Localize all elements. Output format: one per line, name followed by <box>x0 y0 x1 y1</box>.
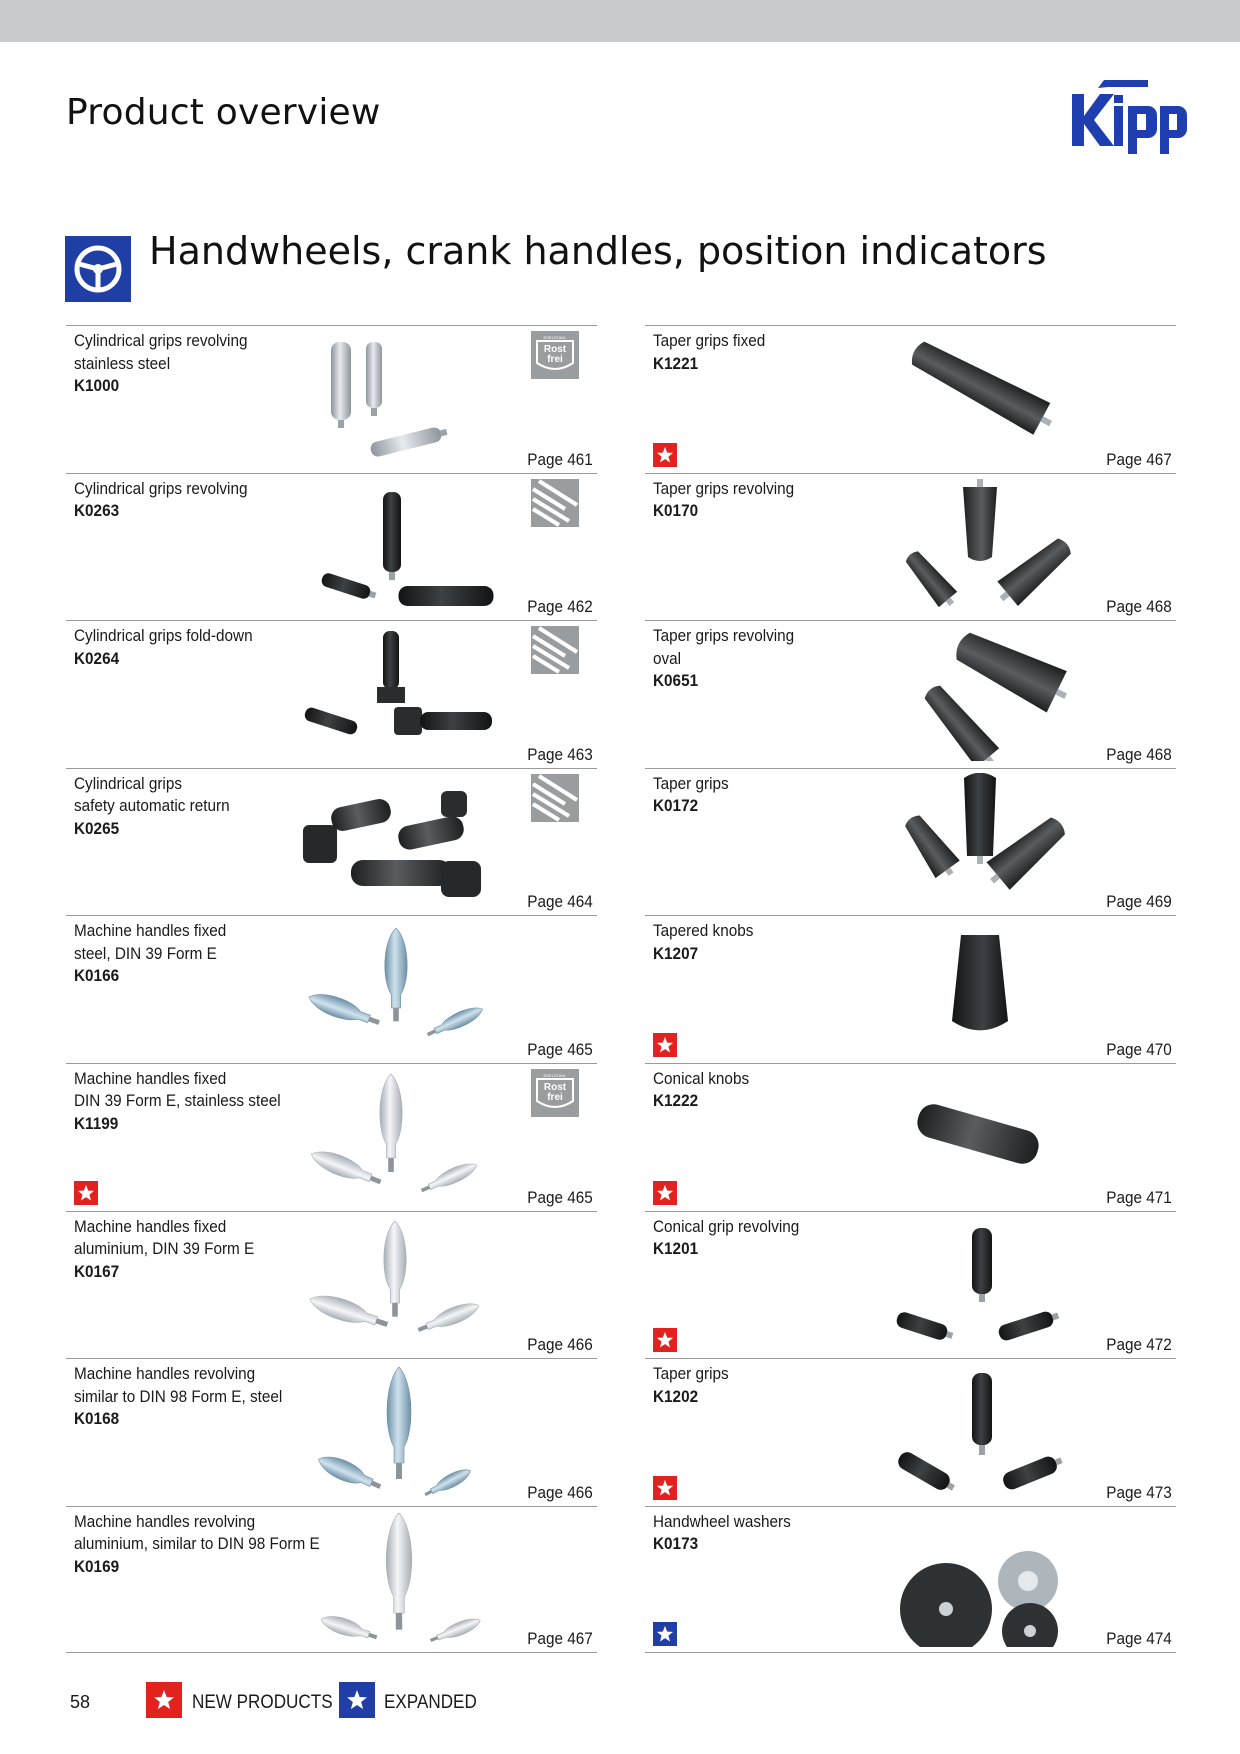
product-name-line: Conical grip revolving <box>653 1216 800 1236</box>
product-description <box>74 1511 320 1579</box>
new-product-star-icon <box>653 443 677 467</box>
product-name-line: Machine handles fixed <box>74 1216 227 1236</box>
page-reference-link[interactable]: Page 463 <box>527 744 593 764</box>
product-item-k0651[interactable] <box>645 620 1176 768</box>
product-code: K0263 <box>74 501 120 521</box>
page-reference-link[interactable]: Page 464 <box>527 892 593 912</box>
product-code: K0168 <box>74 1409 120 1429</box>
product-item-k1000[interactable] <box>66 325 597 473</box>
product-image-conical-grip <box>860 1216 1100 1352</box>
product-image-taper-fixed <box>860 330 1100 466</box>
product-item-k0265[interactable] <box>66 768 597 916</box>
expanded-star-icon <box>339 1682 375 1718</box>
page-reference-link[interactable]: Page 472 <box>1106 1335 1172 1355</box>
product-description <box>74 330 317 398</box>
product-code: K1222 <box>653 1091 699 1111</box>
left-product-column <box>66 325 597 1653</box>
product-name-line: oval <box>653 648 682 668</box>
footer <box>70 1680 670 1720</box>
product-code: K0265 <box>74 818 120 838</box>
page-reference-link[interactable]: Page 467 <box>527 1629 593 1649</box>
expanded-star-icon <box>653 1622 677 1646</box>
product-name-line: Machine handles fixed <box>74 1068 227 1088</box>
product-description <box>74 773 317 841</box>
page-title: Product overview <box>66 92 381 133</box>
product-name-line: DIN 39 Form E, stainless steel <box>74 1091 281 1111</box>
product-item-k1221[interactable] <box>645 325 1176 473</box>
product-name-line: Cylindrical grips <box>74 773 182 793</box>
product-image-tapered-knob <box>860 920 1100 1056</box>
product-name-line: Conical knobs <box>653 1068 750 1088</box>
product-description <box>74 1068 317 1136</box>
product-name-line: aluminium, DIN 39 Form E <box>74 1239 255 1259</box>
product-code: K1207 <box>653 943 699 963</box>
product-image-mh-alu <box>291 1216 501 1352</box>
steering-wheel-icon <box>73 244 123 294</box>
page-reference-link[interactable]: Page 471 <box>1106 1187 1172 1207</box>
svg-text:EDELSTAHL: EDELSTAHL <box>543 335 567 340</box>
page-reference-link[interactable]: Page 462 <box>527 597 593 617</box>
new-product-star-icon <box>653 1181 677 1205</box>
product-description <box>74 1216 317 1284</box>
product-image-mh-rev-alu <box>291 1511 501 1647</box>
product-name-line: Machine handles revolving <box>74 1511 256 1531</box>
product-code: K1202 <box>653 1386 699 1406</box>
product-name-line: Cylindrical grips fold-down <box>74 626 253 646</box>
product-description <box>74 1363 317 1431</box>
product-code: K1199 <box>74 1113 119 1133</box>
page-reference-link[interactable]: Page 468 <box>1106 597 1172 617</box>
svg-text:frei: frei <box>547 1091 563 1103</box>
material-stripes-icon <box>531 479 579 527</box>
product-name-line: similar to DIN 98 Form E, steel <box>74 1386 283 1406</box>
product-name-line: aluminium, similar to DIN 98 Form E <box>74 1534 320 1554</box>
product-item-k0263[interactable] <box>66 473 597 621</box>
product-image-cyl-black <box>291 478 501 614</box>
material-stripes-icon <box>531 626 579 674</box>
product-item-k1222[interactable] <box>645 1063 1176 1211</box>
svg-text:Rost: Rost <box>543 344 567 355</box>
product-image-mh-rev-steel <box>291 1363 501 1499</box>
product-image-cyl-fold <box>291 625 501 761</box>
product-code: K0166 <box>74 966 120 986</box>
kipp-logo <box>1070 72 1188 164</box>
page-reference-link[interactable]: Page 473 <box>1106 1482 1172 1502</box>
product-description <box>74 478 317 523</box>
product-name-line: stainless steel <box>74 353 171 373</box>
page-reference-link[interactable]: Page 470 <box>1106 1039 1172 1059</box>
page-reference-link[interactable]: Page 469 <box>1106 892 1172 912</box>
product-item-k0168[interactable] <box>66 1358 597 1506</box>
product-item-k0172[interactable] <box>645 768 1176 916</box>
product-code: K0651 <box>653 671 699 691</box>
svg-text:EDELSTAHL: EDELSTAHL <box>543 1072 567 1078</box>
product-code: K0264 <box>74 648 120 668</box>
product-code: K0173 <box>653 1534 699 1554</box>
product-name-line: Machine handles fixed <box>74 921 227 941</box>
product-name-line: Cylindrical grips revolving <box>74 331 248 350</box>
product-item-k0169[interactable] <box>66 1506 597 1654</box>
product-code: K0170 <box>653 501 699 521</box>
product-code: K1221 <box>653 353 699 373</box>
product-image-conical-knob <box>860 1068 1100 1204</box>
product-item-k0170[interactable] <box>645 473 1176 621</box>
product-image-taper-oval <box>860 625 1100 761</box>
svg-text:Rost: Rost <box>543 1081 567 1093</box>
product-image-cyl-safety <box>291 773 501 909</box>
page-number: 58 <box>70 1692 91 1712</box>
product-image-taper-k1202 <box>860 1363 1100 1499</box>
product-image-mh-steel <box>291 920 501 1056</box>
product-item-k1199[interactable] <box>66 1063 597 1211</box>
product-item-k0264[interactable] <box>66 620 597 768</box>
product-name-line: Cylindrical grips revolving <box>74 478 248 498</box>
page-reference-link[interactable]: Page 474 <box>1106 1629 1172 1649</box>
page-reference-link[interactable]: Page 467 <box>1106 449 1172 469</box>
product-name-line: safety automatic return <box>74 796 230 816</box>
rostfrei-stainless-icon <box>531 1069 579 1117</box>
product-image-washers <box>860 1511 1100 1647</box>
product-name-line: Taper grips fixed <box>653 331 766 350</box>
product-image-taper-3 <box>860 773 1100 909</box>
product-item-k1201[interactable] <box>645 1211 1176 1359</box>
new-products-star-icon <box>146 1682 182 1718</box>
section-title: Handwheels, crank handles, position indicators <box>149 229 1047 273</box>
product-item-k0167[interactable] <box>66 1211 597 1359</box>
product-image-taper-rev <box>860 478 1100 614</box>
rostfrei-stainless-icon <box>531 331 579 379</box>
top-bar <box>0 0 1240 42</box>
svg-text:frei: frei <box>547 354 563 365</box>
product-name-line: Tapered knobs <box>653 921 754 941</box>
product-code: K1000 <box>74 376 120 395</box>
product-item-k1202[interactable] <box>645 1358 1176 1506</box>
expanded-label: EXPANDED <box>384 1692 477 1713</box>
product-name-line: Taper grips revolving <box>653 478 795 498</box>
product-name-line: Taper grips <box>653 773 729 793</box>
section-icon <box>65 236 131 302</box>
page-reference-link[interactable]: Page 461 <box>527 449 593 469</box>
product-image-mh-stainless <box>291 1068 501 1204</box>
product-item-k0173[interactable] <box>645 1506 1176 1654</box>
right-product-column <box>645 325 1176 1653</box>
page-reference-link[interactable]: Page 465 <box>527 1187 593 1207</box>
product-code: K1201 <box>653 1239 699 1259</box>
product-name-line: steel, DIN 39 Form E <box>74 943 217 963</box>
product-code: K0172 <box>653 796 699 816</box>
product-name-line: Taper grips <box>653 1364 729 1384</box>
new-product-star-icon <box>653 1328 677 1352</box>
product-code: K0169 <box>74 1556 120 1576</box>
product-description <box>74 920 317 988</box>
material-stripes-icon <box>531 774 579 822</box>
product-code: K0167 <box>74 1261 120 1281</box>
page-reference-link[interactable]: Page 465 <box>527 1039 593 1059</box>
new-product-star-icon <box>74 1181 98 1205</box>
new-product-star-icon <box>653 1033 677 1057</box>
product-item-k1207[interactable] <box>645 915 1176 1063</box>
product-description <box>74 625 317 670</box>
product-item-k0166[interactable] <box>66 915 597 1063</box>
product-image-cyl-steel <box>291 330 501 466</box>
page-reference-link[interactable]: Page 468 <box>1106 744 1172 764</box>
product-name-line: Machine handles revolving <box>74 1364 256 1384</box>
page-reference-link[interactable]: Page 466 <box>527 1482 593 1502</box>
product-name-line: Taper grips revolving <box>653 626 795 646</box>
page-reference-link[interactable]: Page 466 <box>527 1335 593 1355</box>
new-product-star-icon <box>653 1476 677 1500</box>
new-products-label: NEW PRODUCTS <box>192 1692 333 1713</box>
product-name-line: Handwheel washers <box>653 1511 791 1531</box>
